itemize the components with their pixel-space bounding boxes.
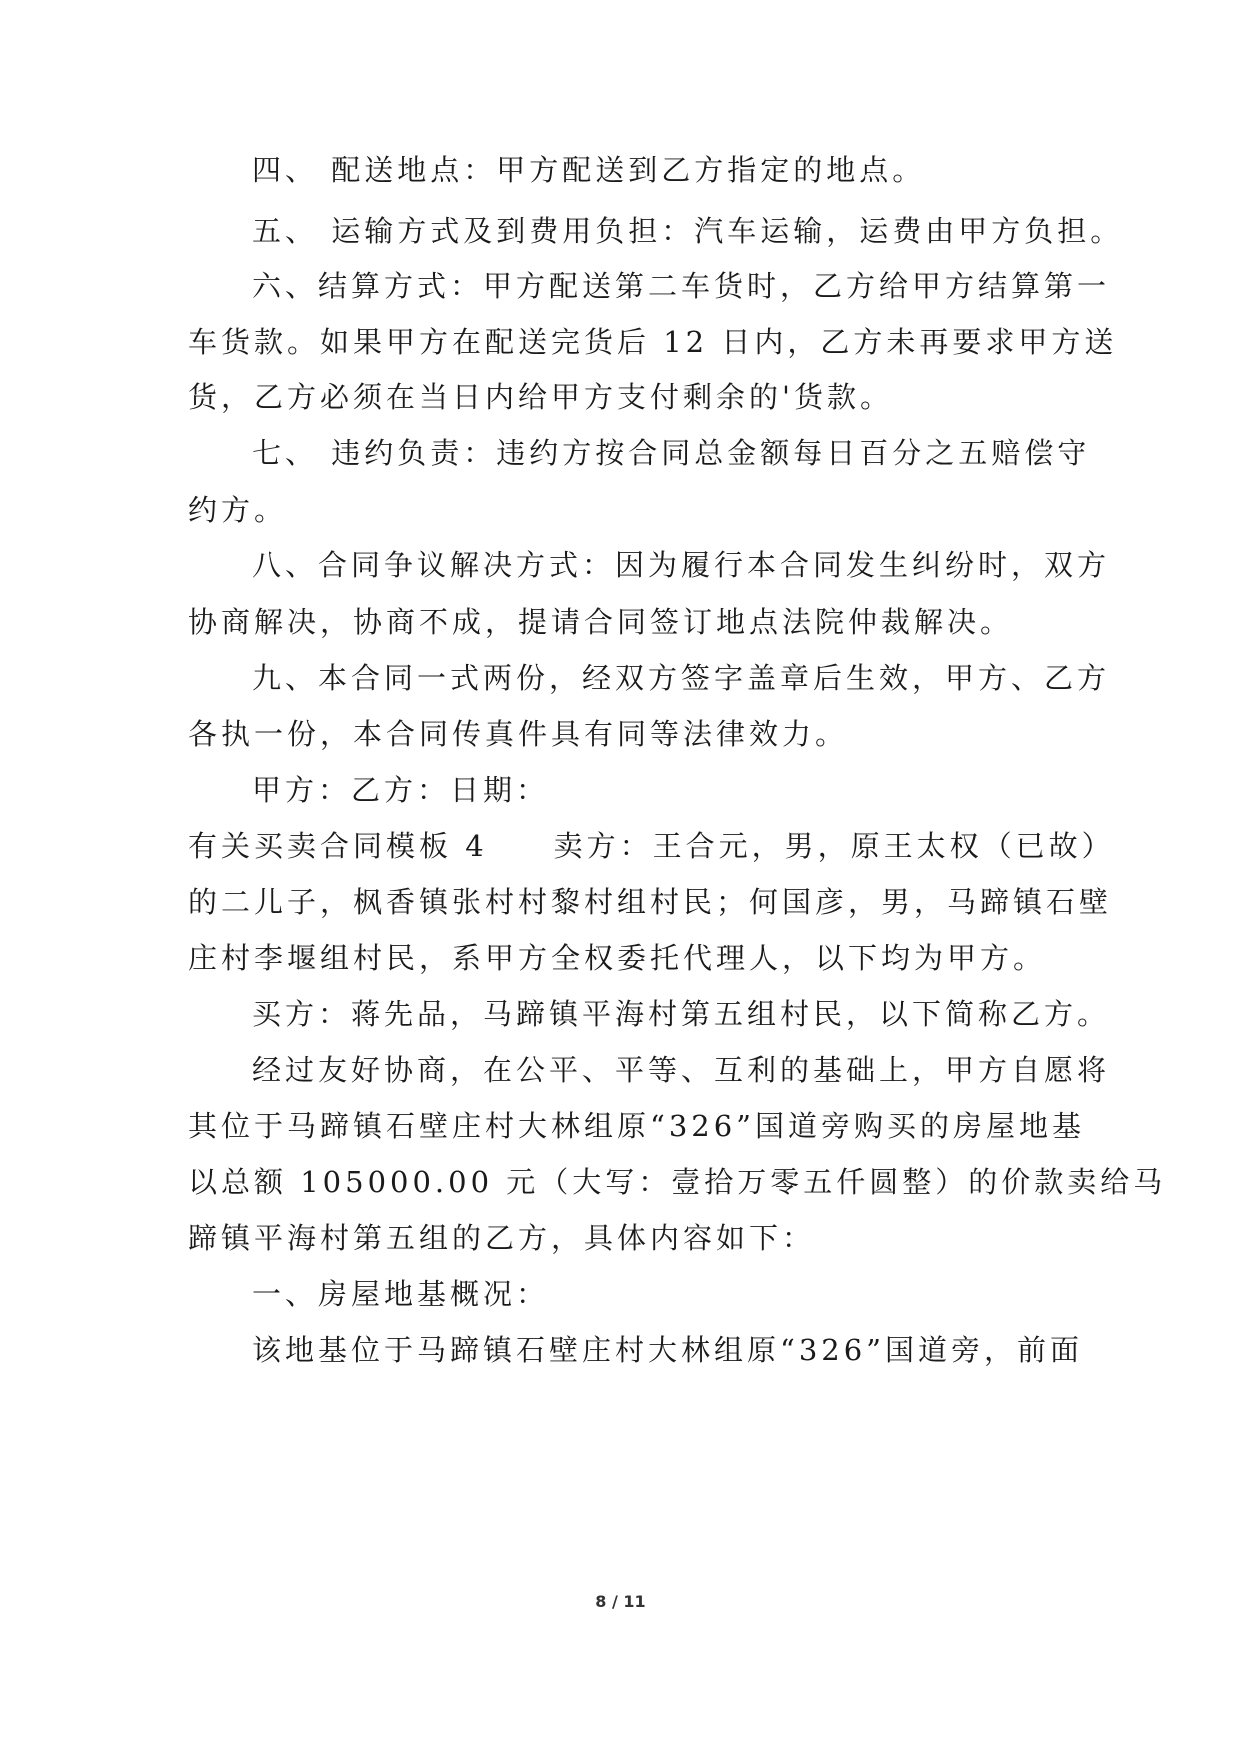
- text-line: 各执一份，本合同传真件具有同等法律效力。: [188, 717, 849, 751]
- text-line: 九、本合同一式两份，经双方签字盖章后生效，甲方、乙方: [252, 661, 1111, 695]
- text-line: 其位于马蹄镇石壁庄村大林组原“326”国道旁购买的房屋地基: [188, 1109, 1086, 1143]
- text-line: 七、 违约负责：违约方按合同总金额每日百分之五赔偿守: [252, 436, 1091, 470]
- text-line: 的二儿子，枫香镇张村村黎村组村民；何国彦，男，马蹄镇石壁: [188, 885, 1113, 919]
- text-line: 买方：蒋先品，马蹄镇平海村第五组村民，以下简称乙方。: [252, 997, 1111, 1031]
- text-line: 车货款。如果甲方在配送完货后 12 日内，乙方未再要求甲方送: [188, 325, 1118, 359]
- text-line: 五、 运输方式及到费用负担：汽车运输，运费由甲方负担。: [252, 214, 1124, 248]
- text-line: 以总额 105000.00 元（大写：壹拾万零五仟圆整）的价款卖给马: [188, 1165, 1167, 1199]
- text-line: 经过友好协商，在公平、平等、互利的基础上，甲方自愿将: [252, 1053, 1111, 1087]
- text-line: 该地基位于马蹄镇石壁庄村大林组原“326”国道旁，前面: [252, 1333, 1084, 1367]
- text-line: 六、结算方式：甲方配送第二车货时，乙方给甲方结算第一: [252, 269, 1111, 303]
- text-line: 四、 配送地点：甲方配送到乙方指定的地点。: [252, 153, 926, 187]
- text-line: 约方。: [188, 493, 288, 527]
- text-line: 蹄镇平海村第五组的乙方，具体内容如下：: [188, 1221, 816, 1255]
- text-line: 协商解决，协商不成，提请合同签订地点法院仲裁解决。: [188, 605, 1014, 639]
- text-line: 八、合同争议解决方式：因为履行本合同发生纠纷时，双方: [252, 548, 1111, 582]
- text-line: 一、房屋地基概况：: [252, 1277, 550, 1311]
- text-line: 货，乙方必须在当日内给甲方支付剩余的'货款。: [188, 380, 893, 414]
- text-line: 庄村李堰组村民，系甲方全权委托代理人，以下均为甲方。: [188, 941, 1047, 975]
- page-number: 8 / 11: [595, 1592, 646, 1611]
- text-line: 甲方：乙方：日期：: [252, 773, 550, 807]
- text-line: 有关买卖合同模板 4 卖方：王合元，男，原王太权（已故）: [188, 829, 1115, 863]
